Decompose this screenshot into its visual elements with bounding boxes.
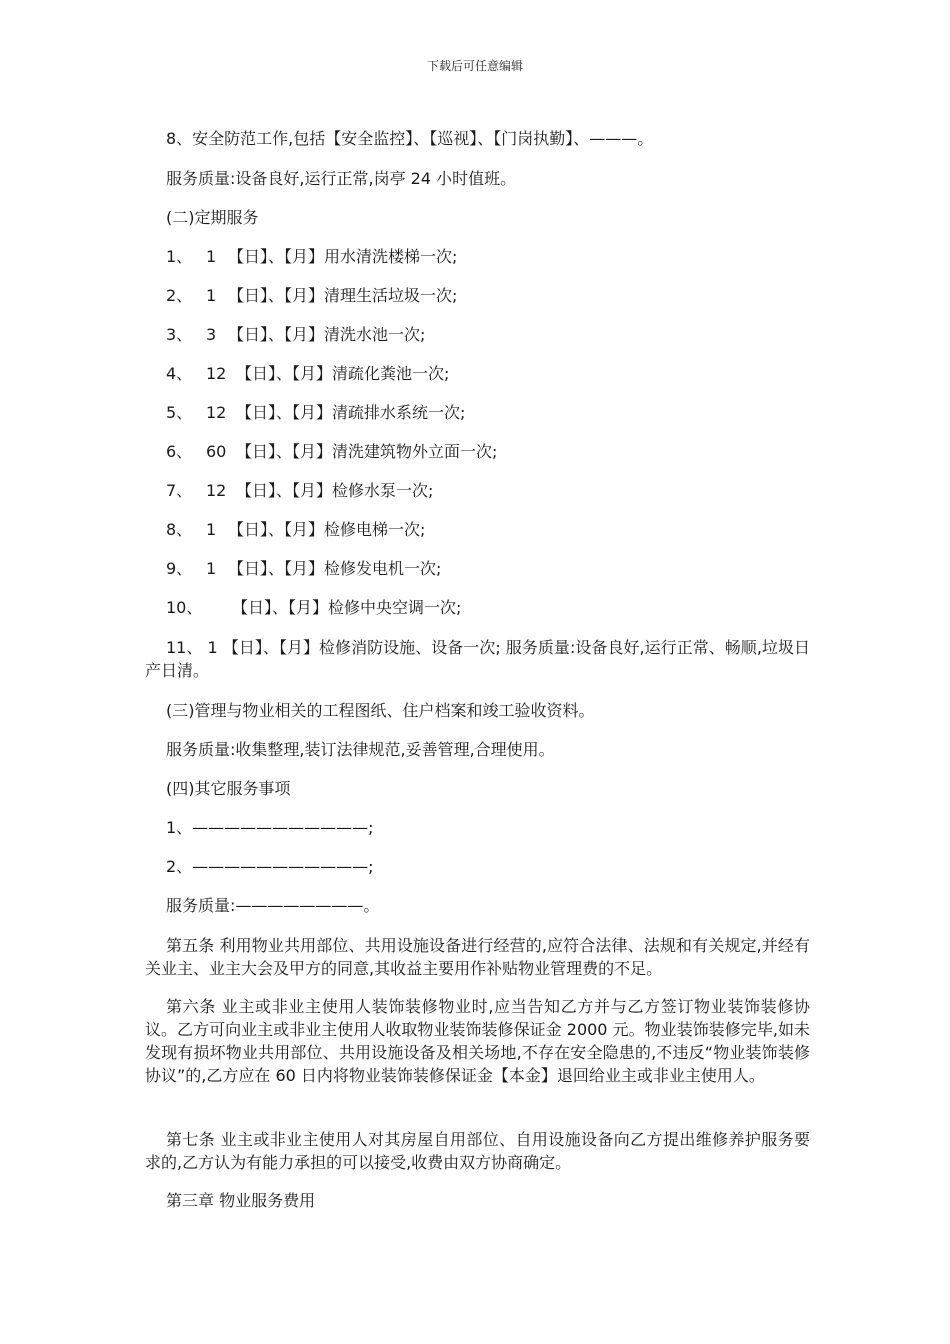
schedule-item-text: 【日】、【月】检修水泵一次; (236, 481, 434, 500)
schedule-item-number: 2、 (166, 286, 193, 305)
article-6: 第六条 业主或非业主使用人装饰装修物业时,应当告知乙方并与乙方签订物业装饰装修协议。乙方可向业主或非业主使用人收取物业装饰装修保证金 2000 元。物业装饰装修完毕,如未发现有损坏物业共用部位、共用设施设备及相关场地,不存在安全隐患的,不违反“物业装饰装修协议”的,乙方应在 60 日内将物业装饰装修保证金【本金】退回给业主或非业主使用人。 (145, 997, 810, 1085)
schedule-item-interval: 12 (206, 364, 227, 383)
schedule-item-interval: 3 (206, 325, 217, 344)
item-security: 8、安全防范工作,包括【安全监控】、【巡视】、【门岗执勤】、———。 (166, 129, 654, 148)
item-fire-facility: 11、 1 【日】、【月】检修消防设施、设备一次; 服务质量:设备良好,运行正常、畅顺,垃圾日产日清。 (145, 638, 810, 680)
schedule-item-text: 【日】、【月】清洗建筑物外立面一次; (236, 442, 498, 461)
service-quality-security: 服务质量:设备良好,运行正常,岗亭 24 小时值班。 (166, 169, 517, 188)
schedule-item-interval: 1 (206, 286, 217, 305)
schedule-item-interval: 12 (206, 403, 227, 422)
service-quality-docs: 服务质量:收集整理,装订法律规范,妥善管理,合理使用。 (166, 740, 555, 759)
schedule-item-text: 【日】、【月】检修发电机一次; (228, 559, 442, 578)
schedule-item-text: 【日】、【月】检修电梯一次; (228, 520, 426, 539)
page-header: 下载后可任意编辑 (426, 59, 523, 73)
schedule-item-number: 4、 (166, 364, 193, 383)
schedule-item-text: 【日】、【月】清理生活垃圾一次; (228, 286, 458, 305)
schedule-item (145, 596, 831, 619)
schedule-item-interval: 1 (206, 520, 217, 539)
schedule-item-number: 9、 (166, 559, 193, 578)
section-other-services: (四)其它服务事项 (166, 779, 291, 798)
schedule-item-number: 8、 (166, 520, 193, 539)
chapter-3-title: 第三章 物业服务费用 (166, 1191, 316, 1210)
schedule-item-number: 3、 (166, 325, 193, 344)
schedule-item-number: 7、 (166, 481, 193, 500)
section-engineering-docs: (三)管理与物业相关的工程图纸、住户档案和竣工验收资料。 (166, 701, 595, 720)
section-periodic-service: (二)定期服务 (166, 208, 259, 227)
schedule-item (145, 518, 831, 541)
schedule-item-text: 【日】、【月】清疏排水系统一次; (236, 403, 466, 422)
schedule-item-number: 1、 (166, 247, 193, 266)
schedule-item-interval: 1 (206, 247, 217, 266)
schedule-item (145, 362, 831, 385)
article-7: 第七条 业主或非业主使用人对其房屋自用部位、自用设施设备向乙方提出维修养护服务要求的,乙方认为有能力承担的可以接受,收费由双方协商确定。 (145, 1130, 810, 1172)
schedule-item-text: 【日】、【月】用水清洗楼梯一次; (228, 247, 458, 266)
schedule-item (145, 401, 831, 424)
schedule-item-number: 5、 (166, 403, 193, 422)
schedule-item-text: 【日】、【月】检修中央空调一次; (232, 598, 462, 617)
article-5: 第五条 利用物业共用部位、共用设施设备进行经营的,应符合法律、法规和有关规定,并经有关业主、业主大会及甲方的同意,其收益主要用作补贴物业管理费的不足。 (145, 936, 810, 978)
schedule-item (145, 245, 831, 268)
schedule-item-interval: 12 (206, 481, 227, 500)
service-quality-other: 服务质量:————————。 (166, 896, 380, 915)
schedule-item-number: 6、 (166, 442, 193, 461)
schedule-item-text: 【日】、【月】清洗水池一次; (228, 325, 426, 344)
schedule-item-interval: 60 (206, 442, 227, 461)
schedule-item (145, 284, 831, 307)
schedule-item (145, 557, 831, 580)
schedule-item (145, 440, 831, 463)
other-item-1: 1、———————————; (166, 818, 374, 837)
schedule-item (145, 479, 831, 502)
schedule-item-text: 【日】、【月】清疏化粪池一次; (236, 364, 450, 383)
schedule-item (145, 323, 831, 346)
schedule-item-interval: 1 (206, 559, 217, 578)
other-item-2: 2、———————————; (166, 857, 374, 876)
schedule-item-number: 10、 (166, 598, 203, 617)
